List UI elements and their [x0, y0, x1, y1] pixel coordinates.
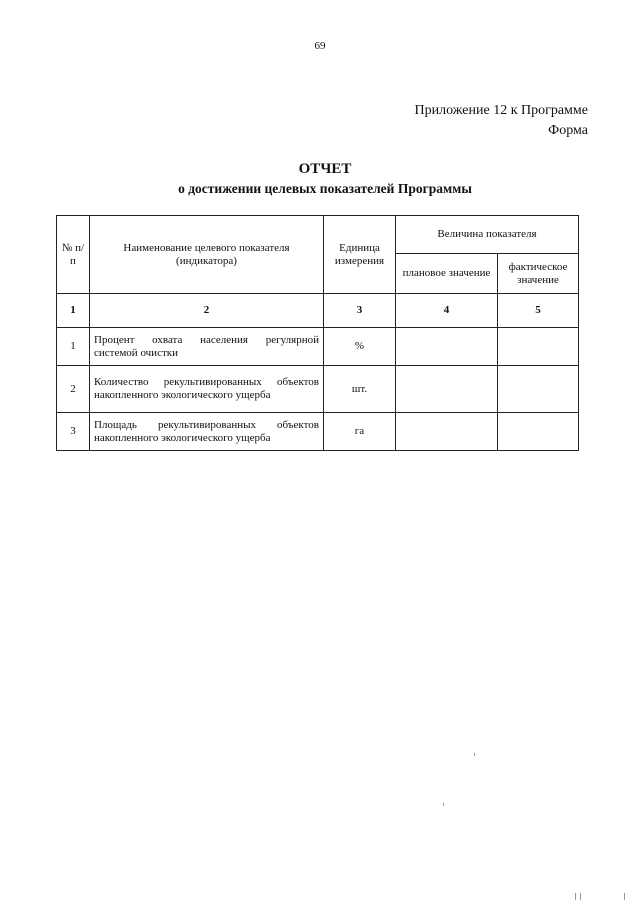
- appendix-line: Приложение 12 к Программе: [414, 103, 588, 118]
- column-number: 4: [396, 294, 498, 328]
- header-actual: фактическое значение: [498, 254, 579, 294]
- row-indicator-name: Площадь рекультивированных объектов накопленного экологического ущерба: [90, 413, 324, 451]
- row-actual-value[interactable]: [498, 413, 579, 451]
- row-num: 1: [57, 328, 90, 366]
- scan-mark: [575, 893, 576, 900]
- appendix-note: [415, 101, 588, 141]
- row-planned-value[interactable]: [396, 413, 498, 451]
- scan-speck: [474, 753, 475, 756]
- row-unit: шт.: [324, 366, 396, 413]
- table-row: [57, 413, 579, 451]
- title-subtitle: о достижении целевых показателей Программы: [178, 181, 472, 196]
- row-actual-value[interactable]: [498, 328, 579, 366]
- document-title: [0, 160, 640, 198]
- column-number: 1: [57, 294, 90, 328]
- column-number: 3: [324, 294, 396, 328]
- page-number: 69: [314, 40, 326, 52]
- header-num: № п/п: [57, 216, 90, 294]
- row-planned-value[interactable]: [396, 366, 498, 413]
- title-main: ОТЧЕТ: [298, 161, 352, 177]
- row-unit: га: [324, 413, 396, 451]
- form-label: Форма: [548, 123, 588, 138]
- header-row: [57, 216, 579, 254]
- row-num: 3: [57, 413, 90, 451]
- row-indicator-name: Процент охвата населения регулярной системой очистки: [90, 328, 324, 366]
- scan-speck: [443, 803, 444, 806]
- row-planned-value[interactable]: [396, 328, 498, 366]
- column-number: 2: [90, 294, 324, 328]
- table-row: [57, 328, 579, 366]
- header-name: Наименование целевого показателя (индикатора): [90, 216, 324, 294]
- row-actual-value[interactable]: [498, 366, 579, 413]
- scan-mark: [624, 893, 625, 900]
- header-value: Величина показателя: [396, 216, 579, 254]
- scan-mark: [580, 893, 581, 900]
- table-row: [57, 366, 579, 413]
- row-unit: %: [324, 328, 396, 366]
- column-number: 5: [498, 294, 579, 328]
- column-number-row: [57, 294, 579, 328]
- row-num: 2: [57, 366, 90, 413]
- header-unit: Единица измерения: [324, 216, 396, 294]
- row-indicator-name: Количество рекультивированных объектов накопленного экологического ущерба: [90, 366, 324, 413]
- indicators-table: [56, 215, 579, 451]
- header-planned: плановое значение: [396, 254, 498, 294]
